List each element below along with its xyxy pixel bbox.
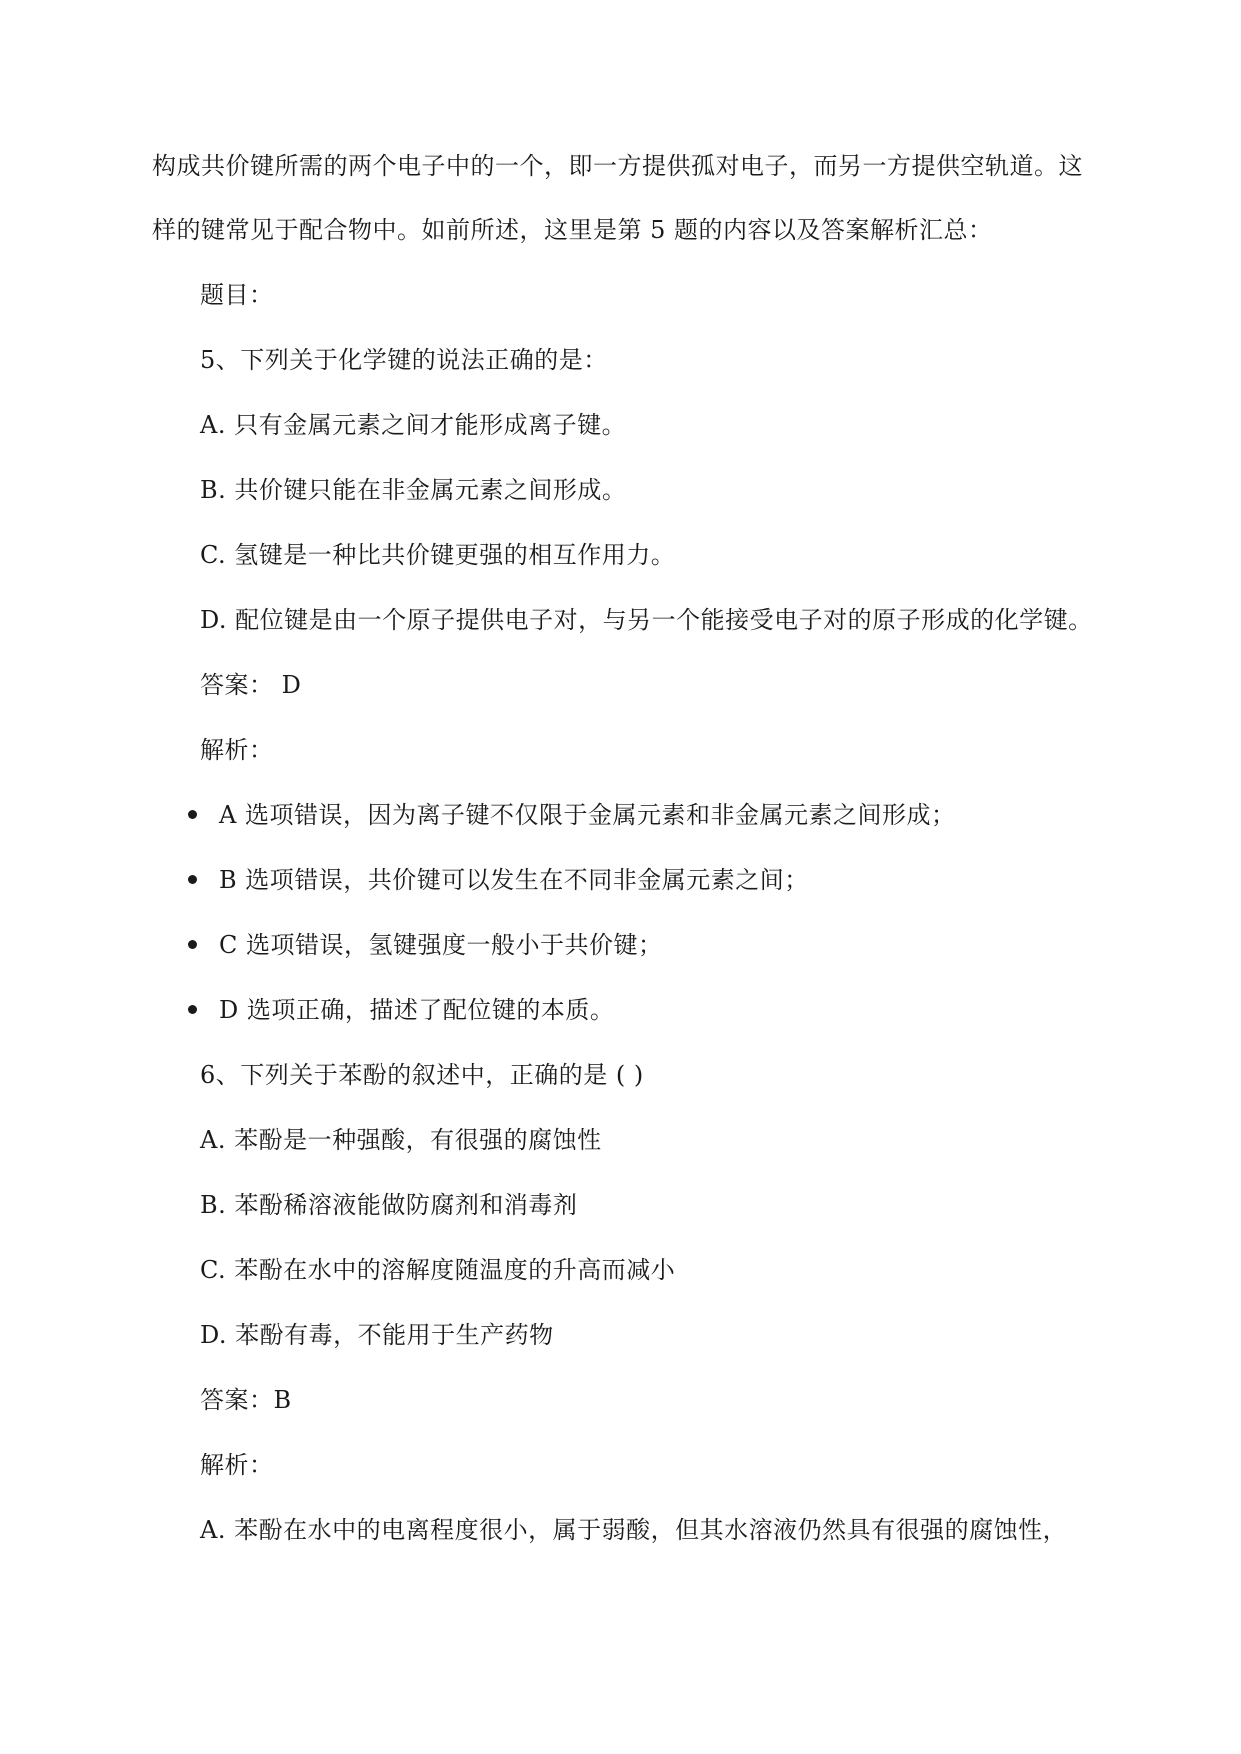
q5-analysis-bullet-b [188,864,809,896]
q5-analysis-text-a: A 选项错误，因为离子键不仅限于金属元素和非金属元素之间形成； [219,801,956,829]
q5-analysis-text-b: B 选项错误，共价键可以发生在不同非金属元素之间； [219,866,809,894]
q5-analysis-text-d: D 选项正确，描述了配位键的本质。 [219,996,615,1024]
q5-answer: 答案： D [200,671,302,699]
intro-line-1: 构成共价键所需的两个电子中的一个，即一方提供孤对电子，而另一方提供空轨道。这 [152,152,1083,180]
q5-option-a: A. 只有金属元素之间才能形成离子键。 [200,411,627,439]
q5-analysis-bullet-c [188,929,663,961]
q5-analysis-text-c: C 选项错误，氢键强度一般小于共价键； [219,931,663,959]
q6-analysis-label: 解析： [200,1451,274,1479]
q6-option-d: D. 苯酚有毒，不能用于生产药物 [200,1321,554,1349]
q5-option-c: C. 氢键是一种比共价键更强的相互作用力。 [200,541,676,569]
q6-option-a: A. 苯酚是一种强酸，有很强的腐蚀性 [200,1126,602,1154]
bullet-icon [188,940,197,949]
q6-option-b: B. 苯酚稀溶液能做防腐剂和消毒剂 [200,1191,578,1219]
q5-analysis-label: 解析： [200,736,274,764]
q6-answer: 答案：B [200,1386,292,1414]
q5-option-d: D. 配位键是由一个原子提供电子对，与另一个能接受电子对的原子形成的化学键。 [200,606,1093,634]
q6-stem: 6、下列关于苯酚的叙述中，正确的是 ( ) [200,1061,644,1089]
q5-heading: 题目： [200,281,274,309]
q5-analysis-bullet-d [188,994,614,1026]
q5-stem: 5、下列关于化学键的说法正确的是： [200,346,608,374]
bullet-icon [188,1005,197,1014]
q5-option-b: B. 共价键只能在非金属元素之间形成。 [200,476,627,504]
bullet-icon [188,810,197,819]
q6-analysis-line-1: A. 苯酚在水中的电离程度很小，属于弱酸，但其水溶液仍然具有很强的腐蚀性， [200,1516,1068,1544]
q6-option-c: C. 苯酚在水中的溶解度随温度的升高而减小 [200,1256,676,1284]
intro-line-2: 样的键常见于配合物中。如前所述，这里是第 5 题的内容以及答案解析汇总： [152,216,993,244]
q5-analysis-bullet-a [188,799,955,831]
bullet-icon [188,875,197,884]
